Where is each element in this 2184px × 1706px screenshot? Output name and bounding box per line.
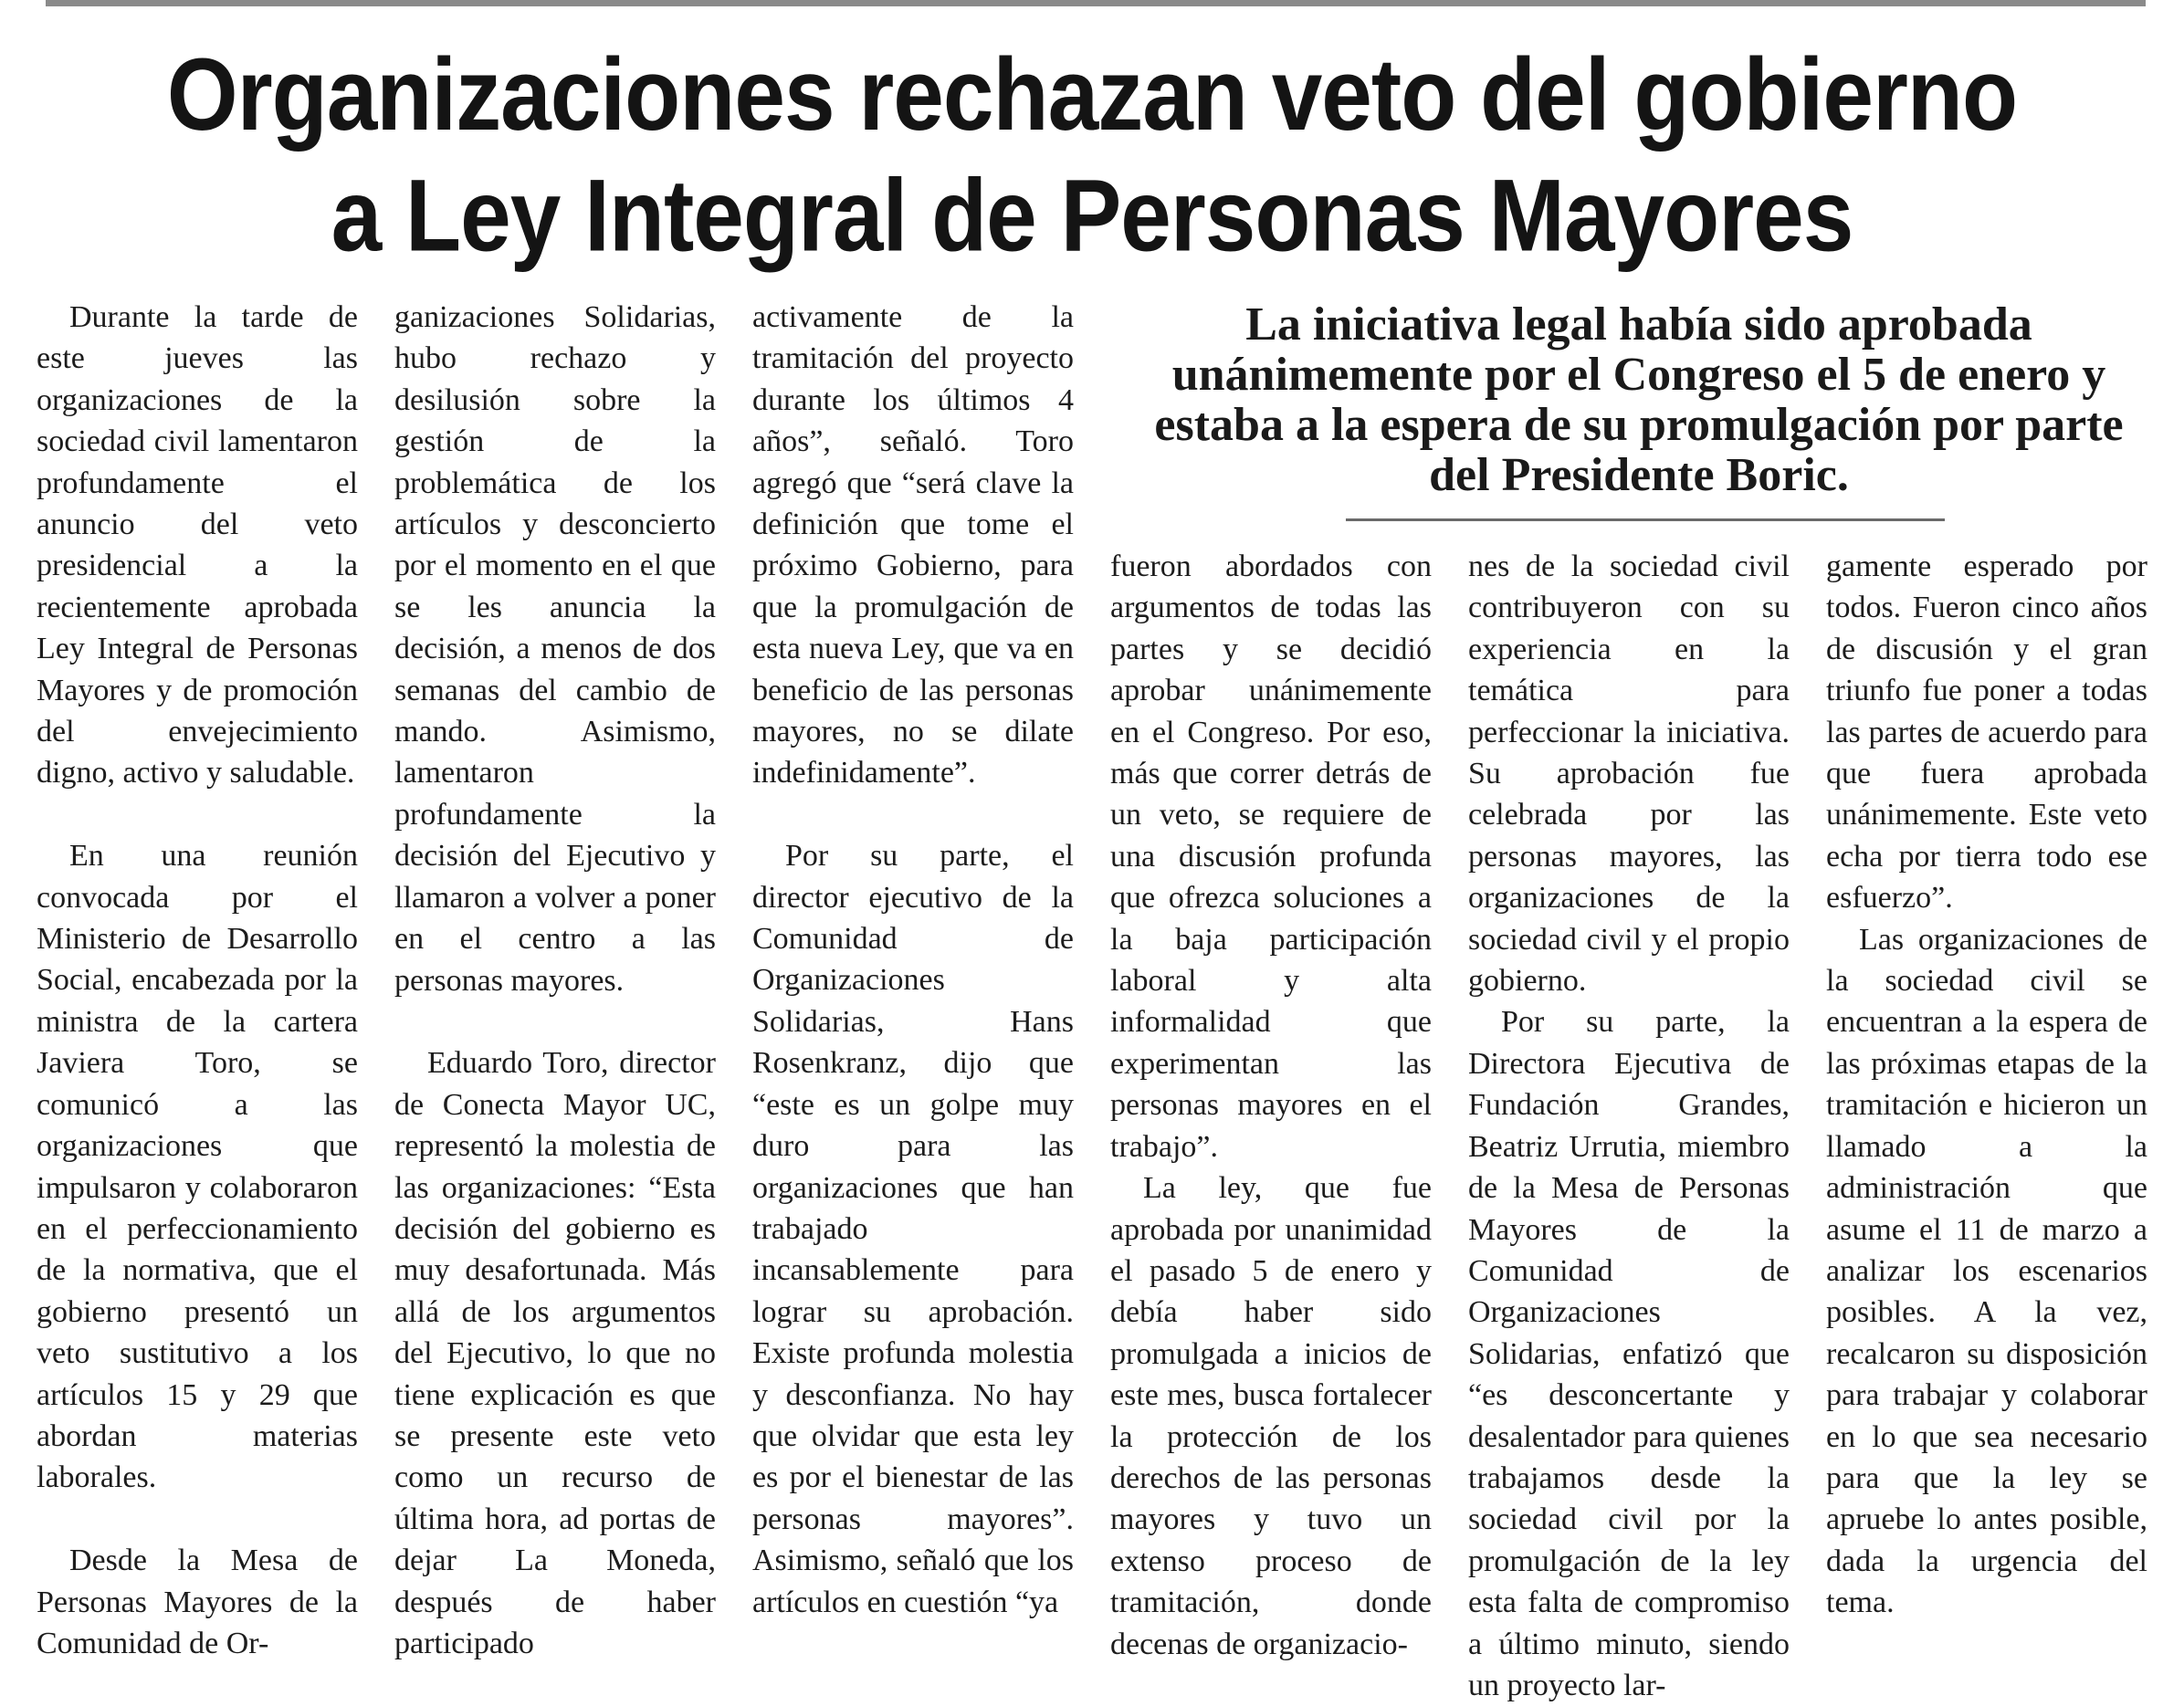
top-rule: [46, 0, 2146, 6]
column-5: [1468, 546, 1790, 1706]
paragraph: Por su parte, la Directora Ejecutiva de Fundación Grandes, Beatriz Urrutia, miembro de la Mesa de Personas Mayores de la Comunidad de Organizaciones Solidarias, enfatizó que “es desconcertante y desalentador para quienes trabajamos desde la sociedad civil por la promulgación de la ley esta falta de compromiso a último minuto, siendo un proyecto lar-: [1468, 1005, 1790, 1702]
paragraph: Desde la Mesa de Personas Mayores de la Comunidad de Or-: [37, 1544, 358, 1660]
paragraph: Eduardo Toro, director de Conecta Mayor UC, representó la molestia de las organizaciones: “Esta decisión del gobierno es muy desafortunada. Más allá de los argumentos del Ejecutivo, lo que no tiene explicación es que se presente este veto como un recurso de última hora, ad portas de dejar La Moneda, después de haber participado: [394, 1046, 716, 1660]
headline-line-1: Organizaciones rechazan veto del gobierno: [166, 37, 2018, 152]
subheadline: La iniciativa legal había sido aprobada unánimemente por el Congreso el 5 de enero y estaba a la espera de su promulgación por parte del Presidente Boric.: [1154, 298, 2124, 501]
paragraph: fueron abordados con argumentos de todas las partes y se decidió aprobar unánimemente en el Congreso. Por eso, más que correr detrás de un veto, se requiere de una discusión profunda que ofrezca soluciones a la baja participación laboral y alta informalidad que experimentan las personas mayores en el trabajo”.: [1110, 549, 1432, 1164]
column-3: [752, 297, 1074, 1623]
paragraph: La ley, que fue aprobada por unanimidad el pasado 5 de enero y debía haber sido promulgada a inicios de este mes, busca fortalecer la protección de los derechos de las personas mayores y tuvo un extenso proceso de tramitación, donde decenas de organizacio-: [1110, 1171, 1432, 1661]
column-2: [394, 297, 716, 1664]
paragraph: ganizaciones Solidarias, hubo rechazo y desilusión sobre la gestión de la problemática de los artículos y desconcierto por el momento en el que se les anuncia la decisión, a menos de dos semanas del cambio de mando. Asimismo, lamentaron profundamente la decisión del Ejecutivo y llamaron a volver a poner en el centro a las personas mayores.: [394, 300, 716, 998]
paragraph: activamente de la tramitación del proyecto durante los últimos 4 años”, señaló. Toro agregó que “será clave la definición que tome el próximo Gobierno, para que la promulgación de esta nueva Ley, que va en beneficio de las personas mayores, no se dilate indefinidamente”.: [752, 300, 1074, 790]
headline: [0, 35, 2184, 276]
column-4: [1110, 546, 1432, 1665]
paragraph: En una reunión convocada por el Ministerio de Desarrollo Social, encabezada por la ministra de la cartera Javiera Toro, se comunicó a las organizaciones que impulsaron y colaboraron en el perfeccionamiento de la normativa, que el gobierno presentó un veto sustitutivo a los artículos 15 y 29 que abordan materias laborales.: [37, 839, 358, 1495]
column-1: [37, 297, 358, 1664]
paragraph: Las organizaciones de la sociedad civil se encuentran a la espera de las próximas etapas de la tramitación e hicieron un llamado a la administración que asume el 11 de marzo a analizar los escenarios posibles. A la vez, recalcaron su disposición para trabajar y colaborar en lo que sea necesario para que la ley se apruebe lo antes posible, dada la urgencia del tema.: [1826, 922, 2147, 1620]
paragraph: nes de la sociedad civil contribuyeron con su experiencia en la temática para perfeccionar la iniciativa. Su aprobación fue celebrada por las personas mayores, las organizaciones de la sociedad civil y el propio gobierno.: [1468, 549, 1790, 999]
subhead-divider: [1346, 518, 1945, 521]
headline-line-2: a Ley Integral de Personas Mayores: [331, 158, 1853, 273]
paragraph: Durante la tarde de este jueves las organizaciones de la sociedad civil lamentaron profundamente el anuncio del veto presidencial a la recientemente aprobada Ley Integral de Personas Mayores y de promoción del envejecimiento digno, activo y saludable.: [37, 300, 358, 790]
paragraph: Por su parte, el director ejecutivo de la Comunidad de Organizaciones Solidarias, Hans Rosenkranz, dijo que “este es un golpe muy duro para las organizaciones que han trabajado incansablemente para lograr su aprobación. Existe profunda molestia y desconfianza. No hay que olvidar que esta ley es por el bienestar de las personas mayores”. Asimismo, señaló que los artículos en cuestión “ya: [752, 839, 1074, 1619]
column-6: [1826, 546, 2147, 1624]
paragraph: gamente esperado por todos. Fueron cinco años de discusión y el gran triunfo fue poner a todas las partes de acuerdo para que fuera aprobada unánimemente. Este veto echa por tierra todo ese esfuerzo”.: [1826, 549, 2147, 916]
